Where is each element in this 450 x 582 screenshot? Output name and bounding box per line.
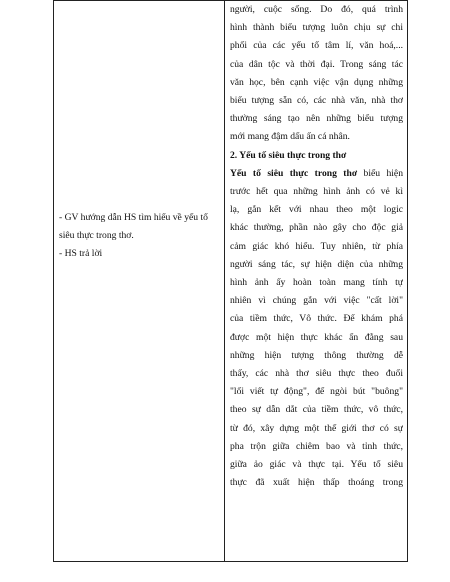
activity-line-2: siêu thực trong thơ. — [59, 230, 134, 242]
body-line: "lối viết tự động", để ngòi bút "buông" — [230, 386, 403, 398]
body-line: được một hiện thực khác ẩn đằng sau — [230, 331, 403, 343]
table-row — [54, 1, 408, 562]
intro-line: phối của các yếu tố tâm lí, văn hoá,... — [230, 40, 403, 52]
body-line: cảm giác khó hiểu. Tuy nhiên, từ phía — [230, 240, 403, 252]
intro-line: của dân tộc và thời đại. Trong sáng tác — [230, 58, 403, 70]
first-body-line — [230, 165, 403, 183]
body-line: người sáng tác, sự hiện diện của những — [230, 258, 403, 270]
body-line: pha trộn giữa chiêm bao và tỉnh thức, — [230, 440, 403, 452]
content-text — [225, 1, 407, 492]
body-line: khác thường, phần nào gây cho độc giả — [230, 222, 403, 234]
lesson-table — [53, 0, 408, 562]
body-line: giữa ảo giác và thực tại. Yếu tố siêu — [230, 459, 403, 471]
activity-line-3: - HS trả lời — [59, 248, 103, 260]
content-cell — [225, 1, 408, 562]
intro-line: hình thành biểu tượng luôn chịu sự chi — [230, 22, 403, 34]
intro-line: thường sáng tạo nên những biểu tượng — [230, 113, 403, 125]
activity-line-1: - GV hướng dẫn HS tìm hiểu về yếu tố — [59, 212, 208, 223]
body-line: hình ảnh ấy hoàn toàn mang tính tự — [230, 277, 403, 289]
section-heading: 2. Yếu tố siêu thực trong thơ — [230, 149, 347, 161]
intro-line: mới mang đậm dấu ấn cá nhân. — [230, 131, 350, 143]
body-line: của tiềm thức, Vô thức. Để khám phá — [230, 313, 403, 325]
bold-lead: Yếu tố siêu thực trong thơ — [230, 167, 358, 179]
body-line: trước hết qua những hình ảnh có vẻ kì — [230, 186, 403, 198]
body-line: lạ, gắn kết với nhau theo một logic — [230, 204, 403, 216]
body-line: nhiên vì chúng gắn với việc "cất lời" — [230, 295, 403, 307]
body-line: những hiện tượng thông thường dễ — [230, 349, 403, 361]
activity-cell — [54, 1, 225, 562]
body-line: từ đó, xây dựng một thế giới thơ có sự — [230, 422, 403, 434]
body-line: thấy, các nhà thơ siêu thực theo đuổi — [230, 368, 403, 380]
intro-line: biểu tượng sẵn có, các nhà văn, nhà thơ — [230, 95, 403, 107]
intro-line: văn học, bên cạnh việc vận dụng những — [230, 76, 403, 88]
body-line: theo sự dẫn dắt của tiềm thức, vô thức, — [230, 404, 403, 416]
activity-text — [54, 1, 224, 264]
body-line: thực đã xuất hiện thấp thoáng trong — [230, 477, 403, 489]
intro-line: người, cuộc sống. Do đó, quá trình — [230, 4, 403, 15]
first-rest: biểu hiện — [357, 167, 403, 179]
